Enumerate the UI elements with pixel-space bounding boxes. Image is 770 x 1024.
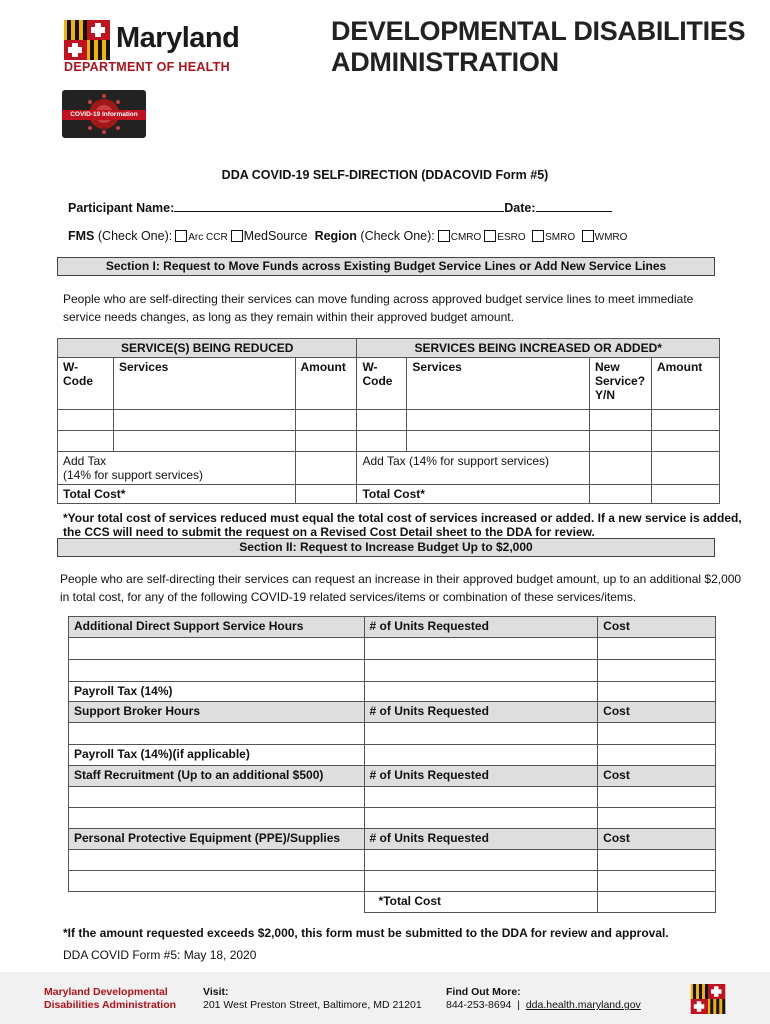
table-cell[interactable] (69, 638, 365, 660)
region-hint: (Check One): (360, 229, 435, 243)
fms-region-row (68, 229, 627, 244)
section-1-title: Section I: Request to Move Funds across Existing Budget Service Lines or Add New Service Lines (57, 257, 715, 276)
date-field[interactable] (536, 199, 612, 212)
table-cell[interactable] (69, 660, 365, 682)
reduced-header: SERVICE(S) BEING REDUCED (58, 339, 357, 358)
table-cell[interactable] (364, 660, 598, 682)
region-checkbox-esro[interactable] (484, 230, 496, 242)
fms-option-medsource: MedSource (243, 229, 308, 243)
table-cell[interactable] (295, 410, 357, 431)
table-cell[interactable] (364, 871, 598, 892)
title-line-1: DEVELOPMENTAL DISABILITIES (331, 16, 746, 46)
footer-maryland-flag-icon (690, 984, 726, 1014)
table-cell[interactable] (295, 452, 357, 485)
table-cell[interactable] (69, 850, 365, 871)
units-label: # of Units Requested (364, 829, 598, 850)
section-2-title: Section II: Request to Increase Budget Up to $2,000 (57, 538, 715, 557)
table-row (69, 660, 716, 682)
date-label: Date: (504, 201, 536, 215)
table-cell[interactable] (598, 850, 716, 871)
cost-label: Cost (598, 766, 716, 787)
table-row (69, 808, 716, 829)
table-cell[interactable] (364, 682, 598, 702)
footer-visit (203, 986, 422, 1012)
add-tax-left (58, 452, 296, 485)
footer-visit-label: Visit: (203, 986, 229, 998)
row-ppe: Personal Protective Equipment (PPE)/Supplies (69, 829, 365, 850)
fms-hint: (Check One): (97, 229, 173, 243)
region-checkbox-smro[interactable] (532, 230, 544, 242)
table-cell[interactable] (69, 871, 365, 892)
region-label: Region (314, 229, 357, 243)
table-cell[interactable] (651, 452, 719, 485)
table-cell[interactable] (357, 410, 407, 431)
table-row (58, 410, 720, 431)
footer-find-more (446, 986, 641, 1012)
row-staff-recruitment: Staff Recruitment (Up to an additional $500) (69, 766, 365, 787)
footer-find-label: Find Out More: (446, 986, 521, 998)
units-label: # of Units Requested (364, 617, 598, 638)
add-tax-left-note: (14% for support services) (63, 468, 204, 482)
section-1-note: *Your total cost of services reduced must equal the total cost of services increased or added. If a new service is added, the CCS will need to submit the request on a Revised Cost Detail sheet to the DDA for review. (63, 511, 742, 538)
table-row (69, 871, 716, 892)
table-cell[interactable] (651, 485, 719, 504)
table-cell[interactable] (651, 431, 719, 452)
footer-org-line-1: Maryland Developmental (44, 986, 168, 998)
table-cell[interactable] (364, 638, 598, 660)
table-cell[interactable] (58, 410, 114, 431)
title-line-2: ADMINISTRATION (331, 47, 559, 77)
increased-header: SERVICES BEING INCREASED OR ADDED* (357, 339, 720, 358)
footer-website-link[interactable]: dda.health.maryland.gov (525, 999, 641, 1011)
table-cell[interactable] (589, 452, 651, 485)
table-cell[interactable] (598, 787, 716, 808)
cost-label: Cost (598, 829, 716, 850)
cost-label: Cost (598, 702, 716, 723)
table-cell[interactable] (598, 808, 716, 829)
col-new-service: New Service? Y/N (589, 358, 651, 410)
participant-label: Participant Name: (68, 201, 175, 215)
maryland-flag-icon (64, 20, 110, 60)
table-cell[interactable] (364, 808, 598, 829)
form-version-date: DDA COVID Form #5: May 18, 2020 (63, 948, 257, 962)
table-cell[interactable] (651, 410, 719, 431)
total-cost-row (58, 485, 720, 504)
section-2-note: *If the amount requested exceeds $2,000, this form must be submitted to the DDA for review and approval. (63, 926, 669, 940)
total-cost-label: *Total Cost (364, 892, 598, 913)
table-cell[interactable] (598, 660, 716, 682)
page-footer (0, 972, 770, 1024)
row-payroll-tax-applicable: Payroll Tax (14%)(if applicable) (69, 745, 365, 766)
add-tax-left-label: Add Tax (63, 454, 107, 468)
table-cell[interactable] (364, 723, 598, 745)
table-cell[interactable] (407, 431, 590, 452)
fms-label: FMS (68, 229, 95, 243)
table-cell[interactable] (598, 638, 716, 660)
section-1-paragraph: People who are self-directing their services can move funding across approved budget service lines to meet immediate service needs changes, as long as they remain within their approved budget amount. (63, 292, 694, 324)
participant-name-field[interactable] (174, 199, 504, 212)
form-title: DDA COVID-19 SELF-DIRECTION (DDACOVID Form #5) (221, 168, 549, 182)
table-cell[interactable] (69, 787, 365, 808)
logo-department: DEPARTMENT OF HEALTH (64, 60, 230, 74)
services-table (57, 338, 720, 504)
region-option-smro: SMRO (545, 232, 576, 243)
table-cell[interactable] (113, 431, 295, 452)
units-label: # of Units Requested (364, 766, 598, 787)
footer-org (44, 986, 176, 1012)
row-direct-support: Additional Direct Support Service Hours (69, 617, 365, 638)
table-cell[interactable] (589, 410, 651, 431)
table-cell[interactable] (295, 431, 357, 452)
add-tax-right: Add Tax (14% for support services) (357, 452, 590, 485)
covid-info-badge[interactable] (62, 90, 146, 138)
footer-separator: | (517, 999, 520, 1011)
add-tax-row (58, 452, 720, 485)
col-wcode-left: W-Code (58, 358, 114, 410)
table-cell[interactable] (69, 723, 365, 745)
participant-row (68, 199, 612, 215)
table-cell[interactable] (589, 431, 651, 452)
col-amount-left: Amount (295, 358, 357, 410)
table-cell[interactable] (113, 410, 295, 431)
col-wcode-right: W-Code (357, 358, 407, 410)
table-cell[interactable] (295, 485, 357, 504)
region-option-cmro: CMRO (450, 232, 482, 243)
table-cell[interactable] (598, 682, 716, 702)
row-payroll-tax: Payroll Tax (14%) (69, 682, 365, 702)
col-amount-right: Amount (651, 358, 719, 410)
table-cell[interactable] (357, 431, 407, 452)
table-row (69, 638, 716, 660)
table-row (58, 431, 720, 452)
table-cell[interactable] (598, 871, 716, 892)
table-cell[interactable] (364, 745, 598, 766)
total-cost-right: Total Cost* (357, 485, 590, 504)
table-cell[interactable] (69, 808, 365, 829)
table-row (69, 850, 716, 871)
table-cell[interactable] (58, 431, 114, 452)
table-cell[interactable] (364, 787, 598, 808)
table-row (69, 787, 716, 808)
logo-wordmark: Maryland (116, 22, 240, 54)
footer-phone[interactable]: 844-253-8694 (446, 999, 512, 1011)
footer-address: 201 West Preston Street, Baltimore, MD 21201 (203, 999, 422, 1011)
footer-org-line-2: Disabilities Administration (44, 999, 177, 1011)
budget-increase-table (68, 616, 716, 913)
fms-checkbox-medsource[interactable] (231, 230, 243, 242)
table-cell[interactable] (598, 723, 716, 745)
table-cell[interactable] (407, 410, 590, 431)
total-cost-field[interactable] (598, 892, 716, 913)
region-option-wmro: WMRO (594, 232, 628, 243)
col-services-left: Services (113, 358, 295, 410)
covid-badge-label: COVID-19 Information (62, 110, 146, 120)
section-2-paragraph: People who are self-directing their services can request an increase in their approved budget amount, up to an additional $2,000 in total cost, for any of the following COVID-19 related services/items or combination of these services/items. (60, 572, 742, 604)
region-checkbox-cmro[interactable] (438, 230, 450, 242)
fms-checkbox-arc-ccr[interactable] (175, 230, 187, 242)
cost-label: Cost (598, 617, 716, 638)
fms-option-arc-ccr: Arc CCR (188, 232, 228, 243)
region-checkbox-wmro[interactable] (582, 230, 594, 242)
table-cell[interactable] (364, 850, 598, 871)
table-row (69, 723, 716, 745)
table-cell[interactable] (589, 485, 651, 504)
region-option-esro: ESRO (497, 232, 526, 243)
units-label: # of Units Requested (364, 702, 598, 723)
col-services-right: Services (407, 358, 590, 410)
page-title (331, 16, 745, 78)
total-cost-left: Total Cost* (58, 485, 296, 504)
row-support-broker: Support Broker Hours (69, 702, 365, 723)
table-cell[interactable] (598, 745, 716, 766)
